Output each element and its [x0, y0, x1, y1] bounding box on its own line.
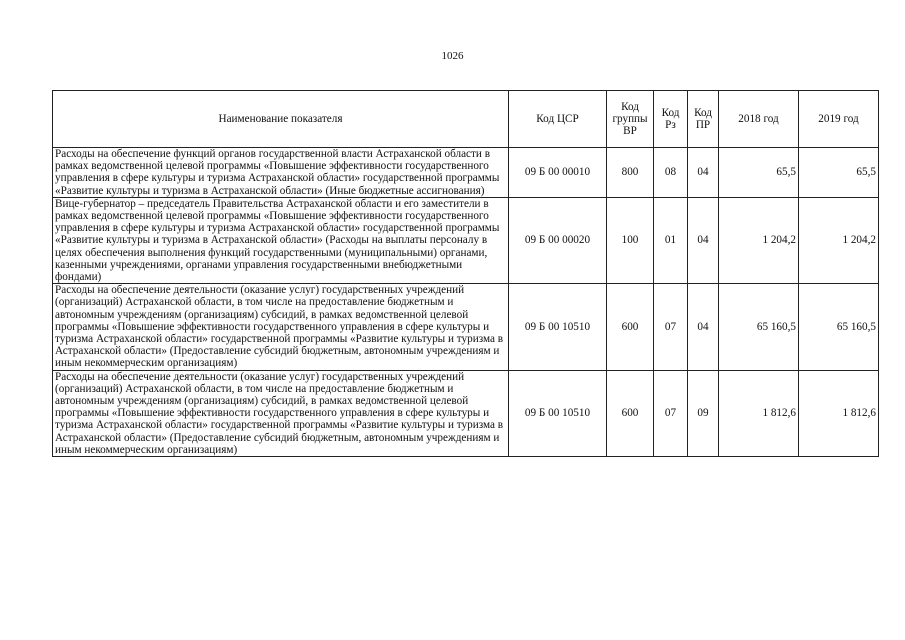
row-rz-code: 07	[654, 284, 688, 370]
row-rz-code: 08	[654, 148, 688, 198]
row-name: Вице-губернатор – председатель Правительства Астраханской области и его заместители в рамках ведомственной целевой программы «Повышение эффективности государственного управления в сфере культуры и туризма Астраханской области» государственной программы «Развитие культуры и туризма в Астраханской области» (Расходы на выплаты персоналу в целях обеспечения выполнения функций государственными (муниципальными) органами, казенными учреждениями, органами управления государственными внебюджетными фондами)	[53, 197, 509, 283]
row-csr-code: 09 Б 00 00020	[509, 197, 607, 283]
row-rz-code: 01	[654, 197, 688, 283]
row-amount-2019: 1 204,2	[799, 197, 879, 283]
row-amount-2018: 65,5	[719, 148, 799, 198]
row-amount-2019: 65,5	[799, 148, 879, 198]
row-rz-code: 07	[654, 370, 688, 456]
header-rz-code: Код Рз	[654, 91, 688, 148]
row-csr-code: 09 Б 00 10510	[509, 284, 607, 370]
row-amount-2019: 1 812,6	[799, 370, 879, 456]
page-number: 1026	[441, 50, 464, 62]
row-vr-code: 600	[607, 284, 654, 370]
table-row	[53, 197, 879, 283]
row-name: Расходы на обеспечение функций органов государственной власти Астраханской области в рамках ведомственной целевой программы «Повышение эффективности государственного управления в сфере культуры и туризма Астраханской области» государственной программы «Развитие культуры и туризма в Астраханской области» (Иные бюджетные ассигнования)	[53, 148, 509, 198]
header-name: Наименование показателя	[53, 91, 509, 148]
header-year-2019: 2019 год	[799, 91, 879, 148]
table-row	[53, 284, 879, 370]
row-pr-code: 04	[688, 197, 719, 283]
header-year-2018: 2018 год	[719, 91, 799, 148]
row-amount-2018: 1 204,2	[719, 197, 799, 283]
row-amount-2018: 1 812,6	[719, 370, 799, 456]
row-csr-code: 09 Б 00 10510	[509, 370, 607, 456]
row-name: Расходы на обеспечение деятельности (оказание услуг) государственных учреждений (организаций) Астраханской области, в том числе на предоставление бюджетным и автономным учреждениям (организациям) субсидий, в рамках ведомственной целевой программы «Повышение эффективности государственного управления в сфере культуры и туризма Астраханской области» государственной программы «Развитие культуры и туризма в Астраханской области» (Предоставление субсидий бюджетным, автономным учреждениям и иным некоммерческим организациям)	[53, 370, 509, 456]
row-csr-code: 09 Б 00 00010	[509, 148, 607, 198]
table-row	[53, 148, 879, 198]
row-name: Расходы на обеспечение деятельности (оказание услуг) государственных учреждений (организаций) Астраханской области, в том числе на предоставление бюджетным и автономным учреждениям (организациям) субсидий, в рамках ведомственной целевой программы «Повышение эффективности государственного управления в сфере культуры и туризма Астраханской области» государственной программы «Развитие культуры и туризма в Астраханской области» (Предоставление субсидий бюджетным, автономным учреждениям и иным некоммерческим организациям)	[53, 284, 509, 370]
header-vr-code: Код группы ВР	[607, 91, 654, 148]
header-pr-code: Код ПР	[688, 91, 719, 148]
budget-table	[52, 90, 879, 457]
header-csr-code: Код ЦСР	[509, 91, 607, 148]
table-row	[53, 370, 879, 456]
row-pr-code: 04	[688, 148, 719, 198]
row-vr-code: 100	[607, 197, 654, 283]
row-vr-code: 600	[607, 370, 654, 456]
header-row	[53, 91, 879, 148]
row-pr-code: 09	[688, 370, 719, 456]
row-amount-2018: 65 160,5	[719, 284, 799, 370]
row-vr-code: 800	[607, 148, 654, 198]
row-amount-2019: 65 160,5	[799, 284, 879, 370]
row-pr-code: 04	[688, 284, 719, 370]
